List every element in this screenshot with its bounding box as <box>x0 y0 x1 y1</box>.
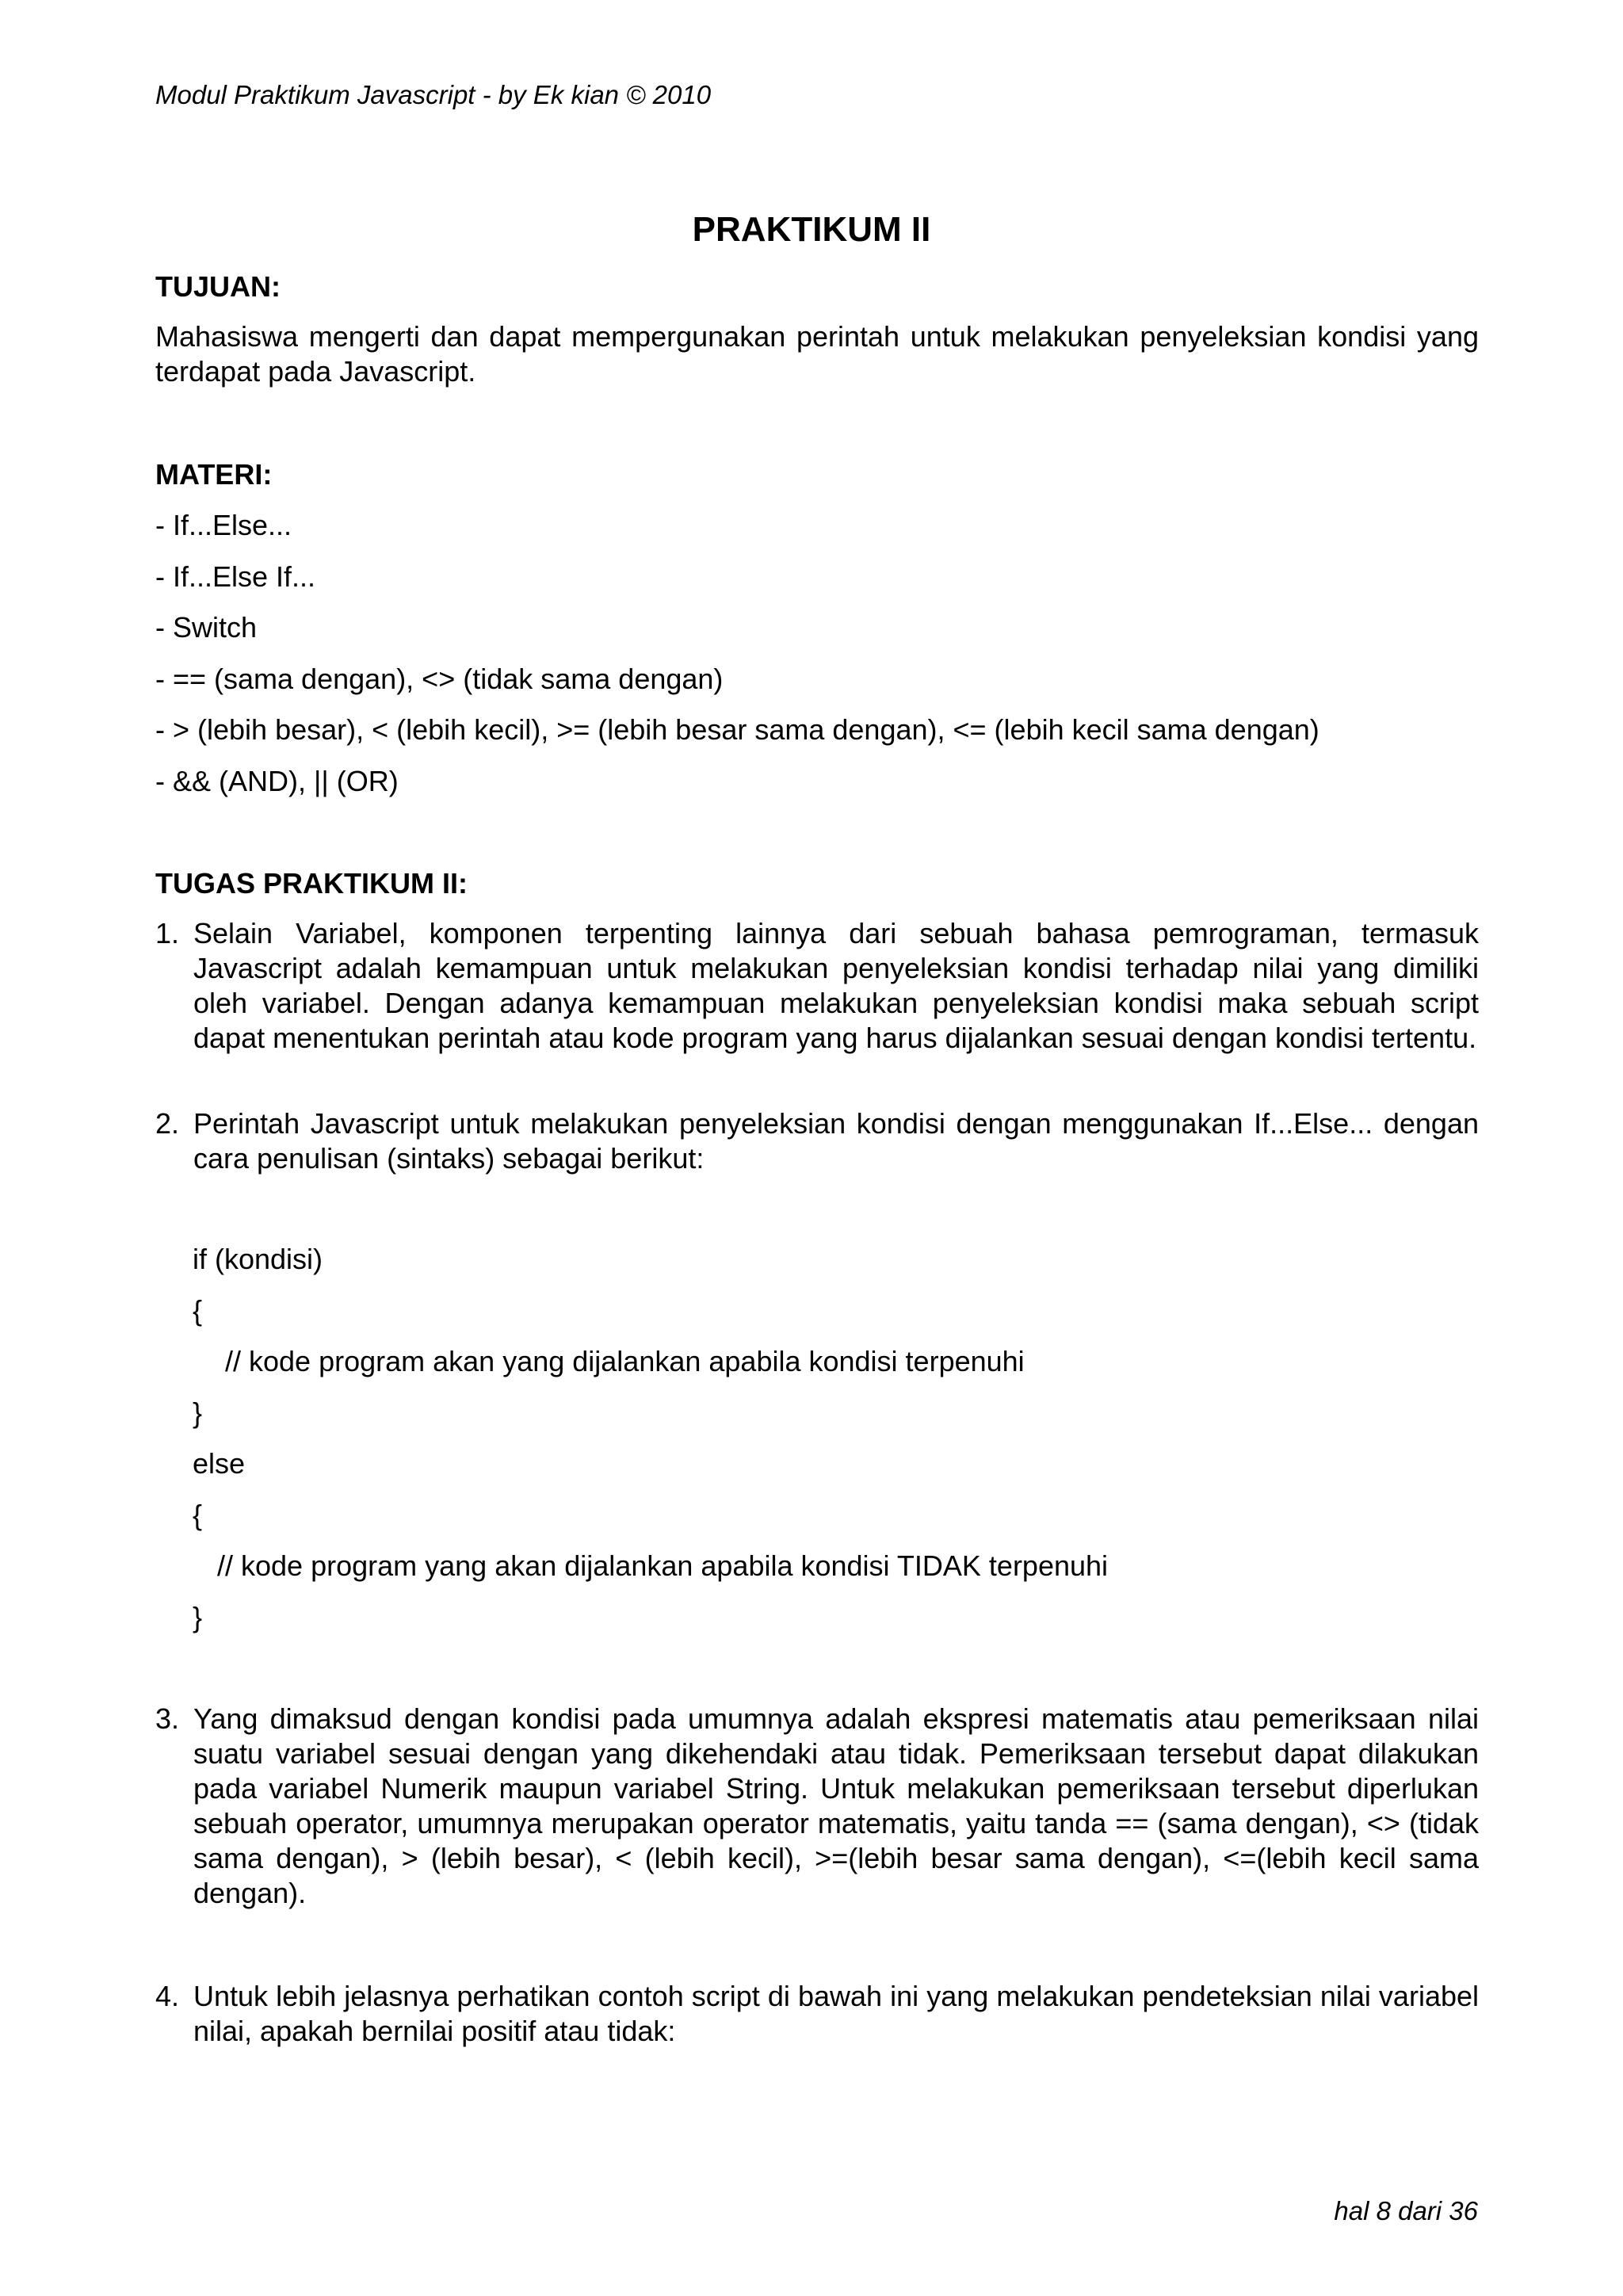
materi-item: - Switch <box>155 611 258 644</box>
item-number: 4. <box>155 1980 180 2012</box>
code-line: } <box>193 1601 203 1633</box>
code-comment: // kode program yang akan dijalankan apabila kondisi TIDAK terpenuhi <box>217 1549 1109 1582</box>
tujuan-heading: TUJUAN: <box>155 270 281 303</box>
tugas-item-4 <box>155 1979 1479 2049</box>
materi-item: - If...Else... <box>155 509 292 541</box>
tugas-item-1 <box>155 916 1479 1056</box>
item-text: Untuk lebih jelasnya perhatikan contoh script di bawah ini yang melakukan pendeteksian nilai variabel nilai, apakah bernilai positif atau tidak: <box>193 1980 1479 2047</box>
item-text: Perintah Javascript untuk melakukan penyeleksian kondisi dengan menggunakan If...Else... dengan cara penulisan (sintaks) sebagai berikut: <box>193 1107 1479 1175</box>
materi-item: - > (lebih besar), < (lebih kecil), >= (lebih besar sama dengan), <= (lebih kecil sama dengan) <box>155 713 1319 746</box>
item-text: Selain Variabel, komponen terpenting lainnya dari sebuah bahasa pemrograman, termasuk Javascript adalah kemampuan untuk melakukan penyeleksian kondisi terhadap nilai yang dimiliki oleh variabel. Dengan adanya kemampuan melakukan penyeleksian kondisi maka sebuah script dapat menentukan perintah atau kode program yang harus dijalankan sesuai dengan kondisi tertentu. <box>193 917 1479 1054</box>
code-comment: // kode program akan yang dijalankan apabila kondisi terpenuhi <box>225 1345 1025 1377</box>
tugas-heading: TUGAS PRAKTIKUM II: <box>155 867 468 900</box>
tugas-item-3 <box>155 1702 1479 1911</box>
item-number: 2. <box>155 1107 180 1140</box>
materi-item: - If...Else If... <box>155 560 316 593</box>
tujuan-text: Mahasiswa mengerti dan dapat mempergunakan perintah untuk melakukan penyeleksian kondisi yang terdapat pada Javascript. <box>155 320 1479 388</box>
materi-heading: MATERI: <box>155 458 273 491</box>
page-footer: hal 8 dari 36 <box>1334 2196 1478 2225</box>
code-line: { <box>193 1294 203 1327</box>
materi-item: - && (AND), || (OR) <box>155 765 399 797</box>
page-title: PRAKTIKUM II <box>692 210 931 249</box>
item-text: Yang dimaksud dengan kondisi pada umumnya adalah ekspresi matematis atau pemeriksaan nilai suatu variabel sesuai dengan yang dikehendaki atau tidak. Pemeriksaan tersebut dapat dilakukan pada variabel Numerik maupun variabel String. Untuk melakukan pemeriksaan tersebut diperlukan sebuah operator, umumnya merupakan operator matematis, yaitu tanda == (sama dengan), <> (tidak sama dengan), > (lebih besar), < (lebih kecil), >=(lebih besar sama dengan), <=(lebih kecil sama dengan). <box>193 1702 1479 1909</box>
tugas-item-2 <box>155 1106 1479 1176</box>
running-header: Modul Praktikum Javascript - by Ek kian © 2010 <box>155 80 712 109</box>
code-line: if (kondisi) <box>193 1243 323 1275</box>
item-number: 1. <box>155 917 180 949</box>
code-line: { <box>193 1499 203 1531</box>
materi-item: - == (sama dengan), <> (tidak sama dengan) <box>155 663 724 695</box>
code-line: else <box>193 1447 246 1480</box>
code-line: } <box>193 1396 203 1429</box>
item-number: 3. <box>155 1702 180 1735</box>
